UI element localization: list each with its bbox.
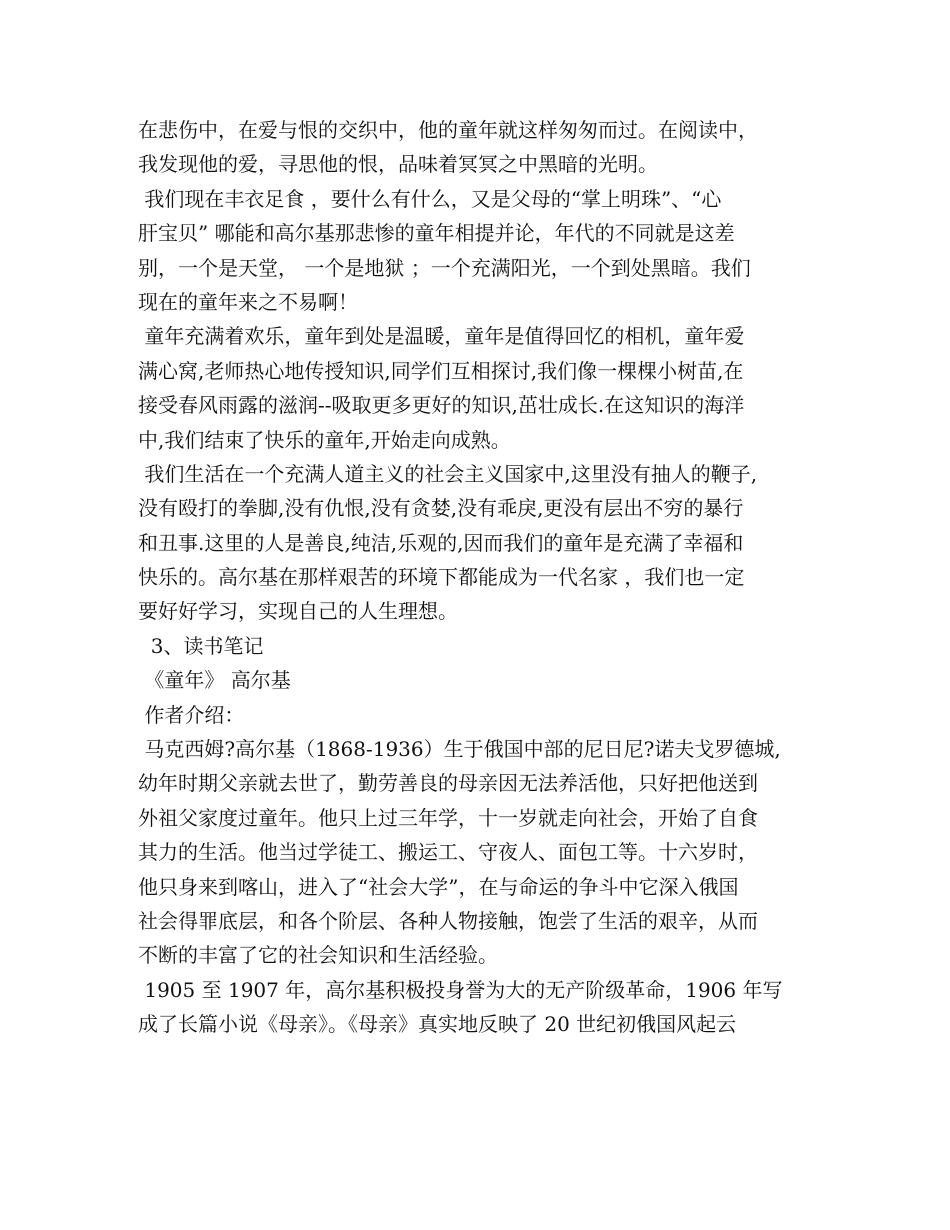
text-line: 满心窝,老师热心地传授知识,同学们互相探讨,我们像一棵棵小树苗,在 [138,358,744,383]
book-title-line: 《童年》 高尔基 [138,668,291,693]
text-line: 成了长篇小说《母亲》。《母亲》真实地反映了 20 世纪初俄国风起云 [138,1012,737,1037]
text-line: 社会得罪底层，和各个阶层、各种人物接触，饱尝了生活的艰辛，从而 [138,908,758,933]
text-line: 幼年时期父亲就去世了，勤劳善良的母亲因无法养活他，只好把他送到 [138,771,758,796]
text-line: 要好好学习，实现自己的人生理想。 [138,599,458,624]
text-line: 1905 至 1907 年，高尔基积极投身誉为大的无产阶级革命，1906 年写 [138,977,783,1002]
text-line: 马克西姆?高尔基（1868-1936）生于俄国中部的尼日尼?诺夫戈罗德城, [138,737,781,762]
text-line: 他只身来到喀山，进入了“社会大学”，在与命运的争斗中它深入俄国 [138,874,739,899]
text-line: 接受春风雨露的滋润--吸取更多更好的知识,茁壮成长.在这知识的海洋 [138,393,745,418]
text-line: 中,我们结束了快乐的童年,开始走向成熟。 [138,427,511,452]
text-line: 在悲伤中，在爱与恨的交织中，他的童年就这样匆匆而过。在阅读中， [138,118,758,142]
text-line: 我发现他的爱，寻思他的恨，品味着冥冥之中黑暗的光明。 [138,152,658,177]
text-line: 其力的生活。他当过学徒工、搬运工、守夜人、面包工等。十六岁时， [138,840,758,865]
text-line: 我们生活在一个充满人道主义的社会主义国家中,这里没有抽人的鞭子, [138,461,758,486]
text-line: 不断的丰富了它的社会知识和生活经验。 [138,943,498,968]
text-line: 快乐的。高尔基在那样艰苦的环境下都能成为一代名家 ，我们也一定 [138,565,745,590]
text-line: 和丑事.这里的人是善良,纯洁,乐观的,因而我们的童年是充满了幸福和 [138,530,744,555]
text-line: 现在的童年来之不易啊！ [138,289,358,314]
subsection-heading: 作者介绍： [138,702,245,727]
text-line: 肝宝贝” 哪能和高尔基那悲惨的童年相提并论，年代的不同就是这差 [138,221,735,246]
text-line: 外祖父家度过童年。他只上过三年学，十一岁就走向社会，开始了自食 [138,805,758,830]
text-line: 别，一个是天堂， 一个是地狱 ；一个充满阳光，一个到处黑暗。我们 [138,255,751,280]
text-line: 没有殴打的拳脚,没有仇恨,没有贪婪,没有乖戾,更没有层出不穷的暴行 [138,496,744,521]
body-text [138,113,838,1042]
text-line: 童年充满着欢乐，童年到处是温暖，童年是值得回忆的相机，童年爱 [138,324,745,349]
section-heading: 3、读书笔记 [138,633,264,658]
text-line: 我们现在丰衣足食 ，要什么有什么，又是父母的“掌上明珠”、“心 [138,186,722,211]
